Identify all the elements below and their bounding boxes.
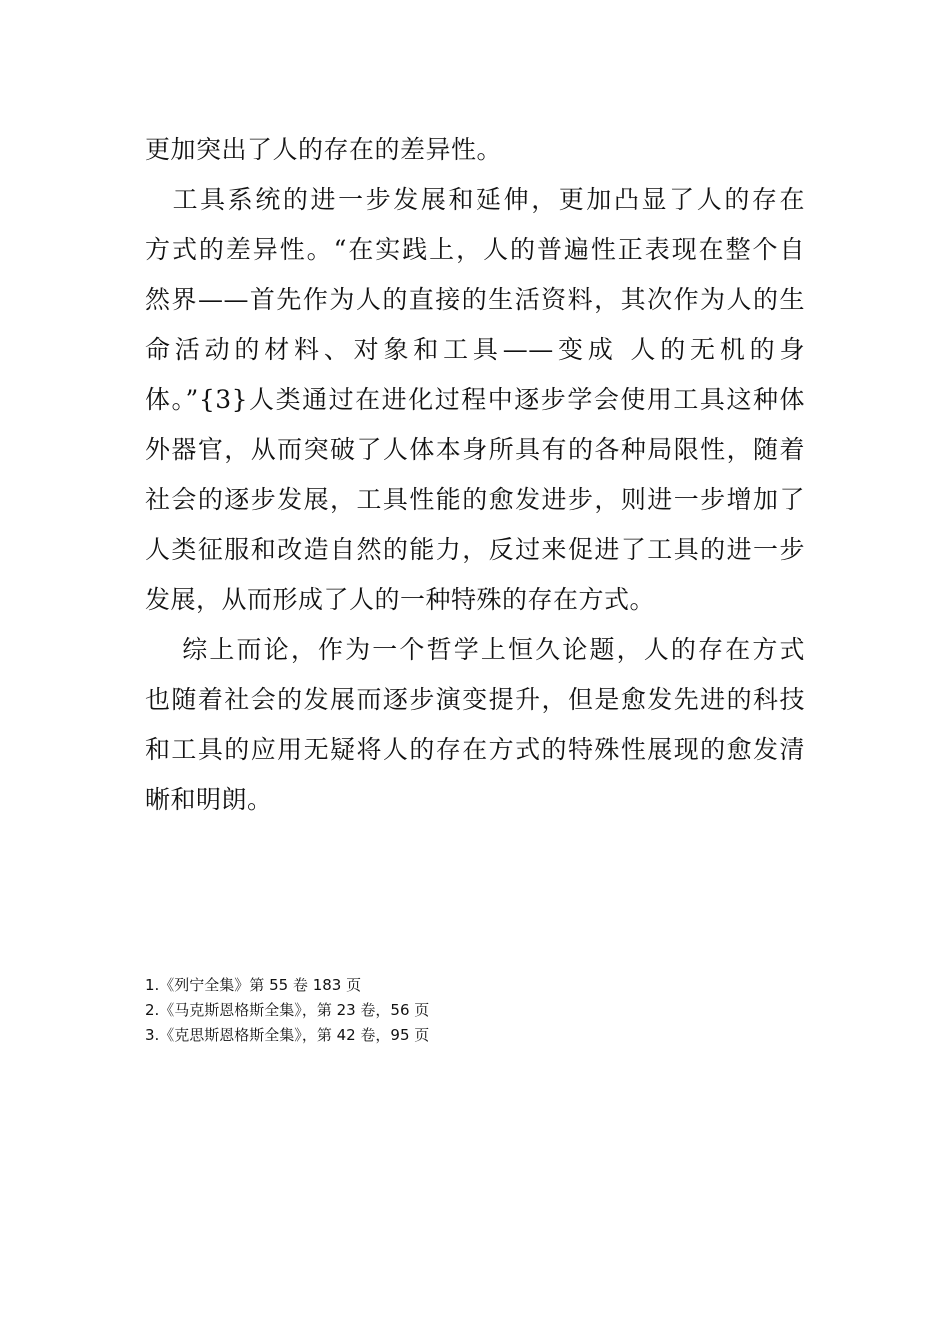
body-line-9: 人类征服和改造自然的能力，反过来促进了工具的进一步: [145, 535, 805, 564]
body-line-12: 也随着社会的发展而逐步演变提升，但是愈发先进的科技: [145, 685, 805, 714]
body-line-4: 然界——首先作为人的直接的生活资料，其次作为人的生: [145, 285, 805, 314]
body-line-10: 发展，从而形成了人的一种特殊的存在方式。: [145, 585, 656, 614]
body-line-3: 方式的差异性。“在实践上，人的普遍性正表现在整个自: [145, 235, 805, 264]
body-line-8: 社会的逐步发展，工具性能的愈发进步，则进一步增加了: [145, 485, 805, 514]
body-line-6: 体。”{3}人类通过在进化过程中逐步学会使用工具这种体: [145, 385, 805, 414]
body-line-2: 工具系统的进一步发展和延伸，更加凸显了人的存在: [145, 185, 805, 214]
body-line-11: 综上而论，作为一个哲学上恒久论题，人的存在方式: [145, 635, 805, 664]
body-line-14: 晰和明朗。: [145, 785, 273, 814]
footnote-2: 2.《马克斯恩格斯全集》，第 23 卷，56 页: [145, 1001, 430, 1019]
footnote-3: 3.《克思斯恩格斯全集》，第 42 卷，95 页: [145, 1026, 430, 1044]
body-line-1: 更加突出了人的存在的差异性。: [145, 135, 503, 164]
body-line-7: 外器官，从而突破了人体本身所具有的各种局限性，随着: [145, 435, 805, 464]
footnote-1: 1.《列宁全集》第 55 卷 183 页: [145, 976, 362, 994]
body-line-13: 和工具的应用无疑将人的存在方式的特殊性展现的愈发清: [145, 735, 805, 764]
body-line-5: 命活动的材料、对象和工具——变成 人的无机的身: [145, 335, 805, 364]
